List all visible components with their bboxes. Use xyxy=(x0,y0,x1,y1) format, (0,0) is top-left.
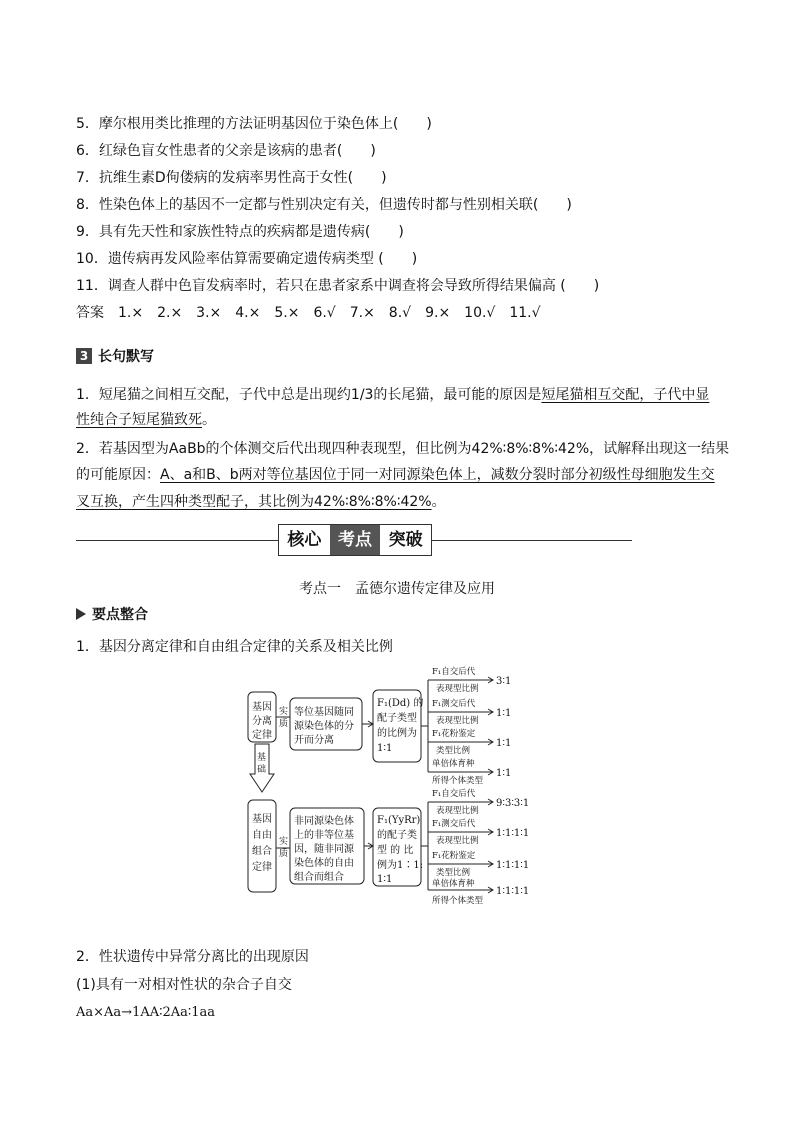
f1-dd-l2: 配子类型 xyxy=(377,713,417,724)
ind-law-l2: 自由 xyxy=(252,830,272,841)
f1-yyrr-l2: 的配子类 xyxy=(377,830,417,841)
ind-law-l4: 定律 xyxy=(252,862,272,873)
bottom-branch-4-l2: 所得个体类型 xyxy=(432,896,484,906)
top-branch-2-l1: F₁测交后代 xyxy=(432,699,476,709)
question-10: 10．遗传病再发风险率估算需要确定遗传病类型 ( ) xyxy=(76,251,418,267)
top-branch-3-l1: F₁花粉鉴定 xyxy=(432,729,476,739)
bottom-branch-1-l1: F₁自交后代 xyxy=(432,789,476,799)
top-branch-4-l2: 所得个体类型 xyxy=(432,776,484,786)
top-branch-4-l1: 单倍体育种 xyxy=(432,759,475,769)
heading-2: 2．性状遗传中异常分离比的出现原因 xyxy=(76,949,309,965)
f1-dd-l1: F₁(Dd) 的 xyxy=(377,698,424,709)
sentence-2-end: 。 xyxy=(431,494,446,510)
sep-essence-l3: 开而分离 xyxy=(294,735,334,746)
bottom-ratio-4: 1∶1∶1∶1 xyxy=(496,886,530,897)
f1-dd-l4: 1∶1 xyxy=(377,743,393,754)
essence-bottom-l1: 实 xyxy=(279,837,289,847)
top-branch-2-l2: 表现型比例 xyxy=(436,716,479,726)
section-title: 长句默写 xyxy=(98,349,154,365)
sentence-2-answer-a: A、a和B、b两对等位基因位于同一对同源染色体上，减数分裂时部分初级性母细胞发生交 xyxy=(160,467,715,483)
ind-essence-l4: 染色体的自由 xyxy=(294,858,354,869)
ind-law-l1: 基因 xyxy=(252,814,272,825)
sentence-2-answer-b: 叉互换，产生四种类型配子，其比例为42%∶8%∶8%∶42% xyxy=(76,494,432,510)
sep-law-l3: 定律 xyxy=(252,730,272,741)
banner-right: 突破 xyxy=(388,530,423,550)
question-7: 7．抗维生素D佝偻病的发病率男性高于女性( ) xyxy=(76,170,387,186)
question-6: 6．红绿色盲女性患者的父亲是该病的患者( ) xyxy=(76,143,376,159)
bottom-ratio-2: 1∶1∶1∶1 xyxy=(496,828,530,839)
top-branch-1-l2: 表现型比例 xyxy=(436,684,479,694)
question-8: 8．性染色体上的基因不一定都与性别决定有关，但遗传时都与性别相关联( ) xyxy=(76,197,572,213)
ind-essence-l3: 因，随非同源 xyxy=(294,844,354,855)
core-banner xyxy=(278,524,432,556)
sentence-1-line-1 xyxy=(76,385,709,405)
key-points-heading xyxy=(76,604,148,624)
sentence-1-prompt: 1．短尾猫之间相互交配，子代中总是出现约1/3的长尾猫，最可能的原因是 xyxy=(76,387,542,403)
top-ratio-1: 3∶1 xyxy=(496,676,512,687)
top-ratio-2: 1∶1 xyxy=(496,708,512,719)
basis-l2: 础 xyxy=(257,765,267,775)
bottom-ratio-3: 1∶1∶1∶1 xyxy=(496,860,530,871)
f1-yyrr-l5: 1∶1 xyxy=(377,874,393,885)
f1-yyrr-l4: 例为1∶1: xyxy=(377,860,424,871)
genetics-law-diagram xyxy=(240,660,580,920)
banner-mid: 考点 xyxy=(330,525,381,555)
f1-dd-l3: 的比例为 xyxy=(377,728,417,739)
f1-yyrr-l3: 型 的 比 xyxy=(377,845,414,856)
banner-rule-right xyxy=(430,540,632,541)
banner-rule-left xyxy=(76,540,278,541)
bottom-branch-2-l1: F₁测交后代 xyxy=(432,819,476,829)
sentence-1-answer-a: 短尾猫相互交配，子代中显 xyxy=(541,387,710,403)
key-points-label: 要点整合 xyxy=(92,607,148,623)
play-icon xyxy=(76,608,86,620)
f1-yyrr-l1: F₁(YyRr) xyxy=(377,815,421,826)
topic-title: 考点一 孟德尔遗传定律及应用 xyxy=(299,581,495,597)
sentence-2-line-3 xyxy=(76,492,446,512)
section-3-heading xyxy=(76,346,154,366)
sep-law-l2: 分离 xyxy=(252,716,272,727)
essence-bottom-l2: 质 xyxy=(279,849,289,859)
banner-left: 核心 xyxy=(287,530,322,550)
answers-line: 答案 1.× 2.× 3.× 4.× 5.× 6.√ 7.× 8.√ 9.× 10.√ 11.√ xyxy=(76,305,541,321)
sep-essence-l2: 源染色体的分 xyxy=(294,721,354,732)
sep-essence-l1: 等位基因随同 xyxy=(294,707,354,718)
formula: Aa×Aa→1AA∶2Aa∶1aa xyxy=(76,1005,216,1020)
ind-essence-l1: 非同源染色体 xyxy=(294,816,354,827)
section-number-badge: 3 xyxy=(76,348,92,364)
essence-top-l2: 质 xyxy=(279,719,289,729)
ind-law-l3: 组合 xyxy=(252,846,272,857)
bottom-branch-4-l1: 单倍体育种 xyxy=(432,879,475,889)
bottom-branch-1-l2: 表现型比例 xyxy=(436,806,479,816)
bottom-branch-3-l2: 类型比例 xyxy=(436,868,471,878)
ind-essence-l2: 上的非等位基 xyxy=(294,830,354,841)
sentence-2-line-1: 2．若基因型为AaBb的个体测交后代出现四种表现型，但比例为42%∶8%∶8%∶42%，试解释出现这一结果 xyxy=(76,441,730,457)
sep-law-l1: 基因 xyxy=(252,702,272,713)
bottom-ratio-1: 9∶3∶3∶1 xyxy=(496,798,530,809)
essence-top-l1: 实 xyxy=(279,707,289,717)
sentence-1-end: 。 xyxy=(202,412,216,428)
question-11: 11．调查人群中色盲发病率时，若只在患者家系中调查将会导致所得结果偏高 ( ) xyxy=(76,278,600,294)
question-9: 9．具有先天性和家族性特点的疾病都是遗传病( ) xyxy=(76,224,404,240)
top-ratio-3: 1∶1 xyxy=(496,738,512,749)
sentence-2-line-2 xyxy=(76,465,715,485)
sentence-1-answer-b: 性纯合子短尾猫致死 xyxy=(76,412,202,428)
heading-3: (1)具有一对相对性状的杂合子自交 xyxy=(76,977,292,993)
top-branch-3-l2: 类型比例 xyxy=(436,746,471,756)
heading-1: 1．基因分离定律和自由组合定律的关系及相关比例 xyxy=(76,639,393,655)
question-5: 5．摩尔根用类比推理的方法证明基因位于染色体上( ) xyxy=(76,116,432,132)
top-ratio-4: 1∶1 xyxy=(496,768,512,779)
sentence-2-prompt: 的可能原因： xyxy=(76,467,160,483)
sentence-1-line-2 xyxy=(76,410,216,430)
top-branch-1-l1: F₁自交后代 xyxy=(432,667,476,677)
ind-essence-l5: 组合而组合 xyxy=(294,872,344,883)
bottom-branch-3-l1: F₁花粉鉴定 xyxy=(432,851,476,861)
basis-l1: 基 xyxy=(257,753,267,763)
bottom-branch-2-l2: 表现型比例 xyxy=(436,836,479,846)
